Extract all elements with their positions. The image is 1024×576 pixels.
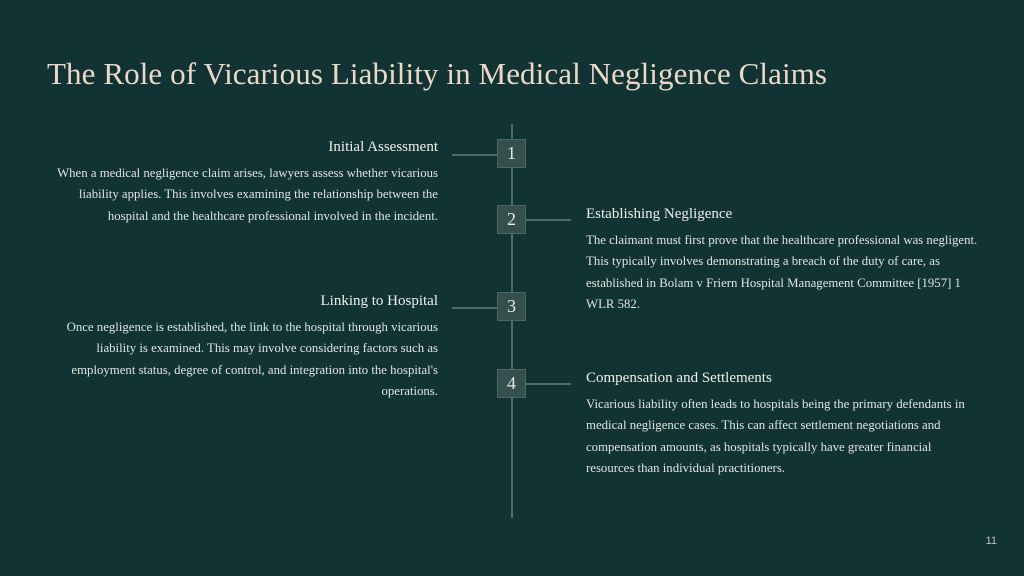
timeline-connector-3 [452, 307, 497, 309]
step-1-body: When a medical negligence claim arises, lawyers assess whether vicarious liability applies. This involves examining the relationship between the hospital and the healthcare professional involved in the incident. [57, 166, 438, 223]
step-1-marker: 1 [497, 139, 526, 168]
step-1 [42, 138, 438, 227]
step-3-body: Once negligence is established, the link to the hospital through vicarious liability is examined. This may involve considering factors such as employment status, degree of control, and integration into the hospital's operations. [66, 320, 438, 398]
timeline-connector-2 [526, 219, 571, 221]
step-4-marker: 4 [497, 369, 526, 398]
timeline-connector-4 [526, 383, 571, 385]
page-number: 11 [985, 535, 997, 547]
step-4-heading: Compensation and Settlements [586, 370, 772, 386]
slide-title: The Role of Vicarious Liability in Medical Negligence Claims [47, 56, 828, 91]
step-3 [42, 292, 438, 402]
step-1-heading: Initial Assessment [328, 139, 438, 155]
step-2 [586, 205, 978, 315]
step-3-marker: 3 [497, 292, 526, 321]
step-2-marker: 2 [497, 205, 526, 234]
step-4 [586, 369, 978, 479]
step-2-heading: Establishing Negligence [586, 206, 733, 222]
timeline-connector-1 [452, 154, 497, 156]
step-3-heading: Linking to Hospital [320, 293, 438, 309]
step-2-body: The claimant must first prove that the healthcare professional was negligent. This typically involves demonstrating a breach of the duty of care, as established in Bolam v Friern Hospital Management Committee [1957] 1 WLR 582. [586, 233, 978, 311]
timeline-line [511, 124, 513, 518]
step-4-body: Vicarious liability often leads to hospitals being the primary defendants in medical negligence cases. This can affect settlement negotiations and compensation amounts, as hospitals typically have greater financial resources than individual practitioners. [586, 397, 965, 475]
